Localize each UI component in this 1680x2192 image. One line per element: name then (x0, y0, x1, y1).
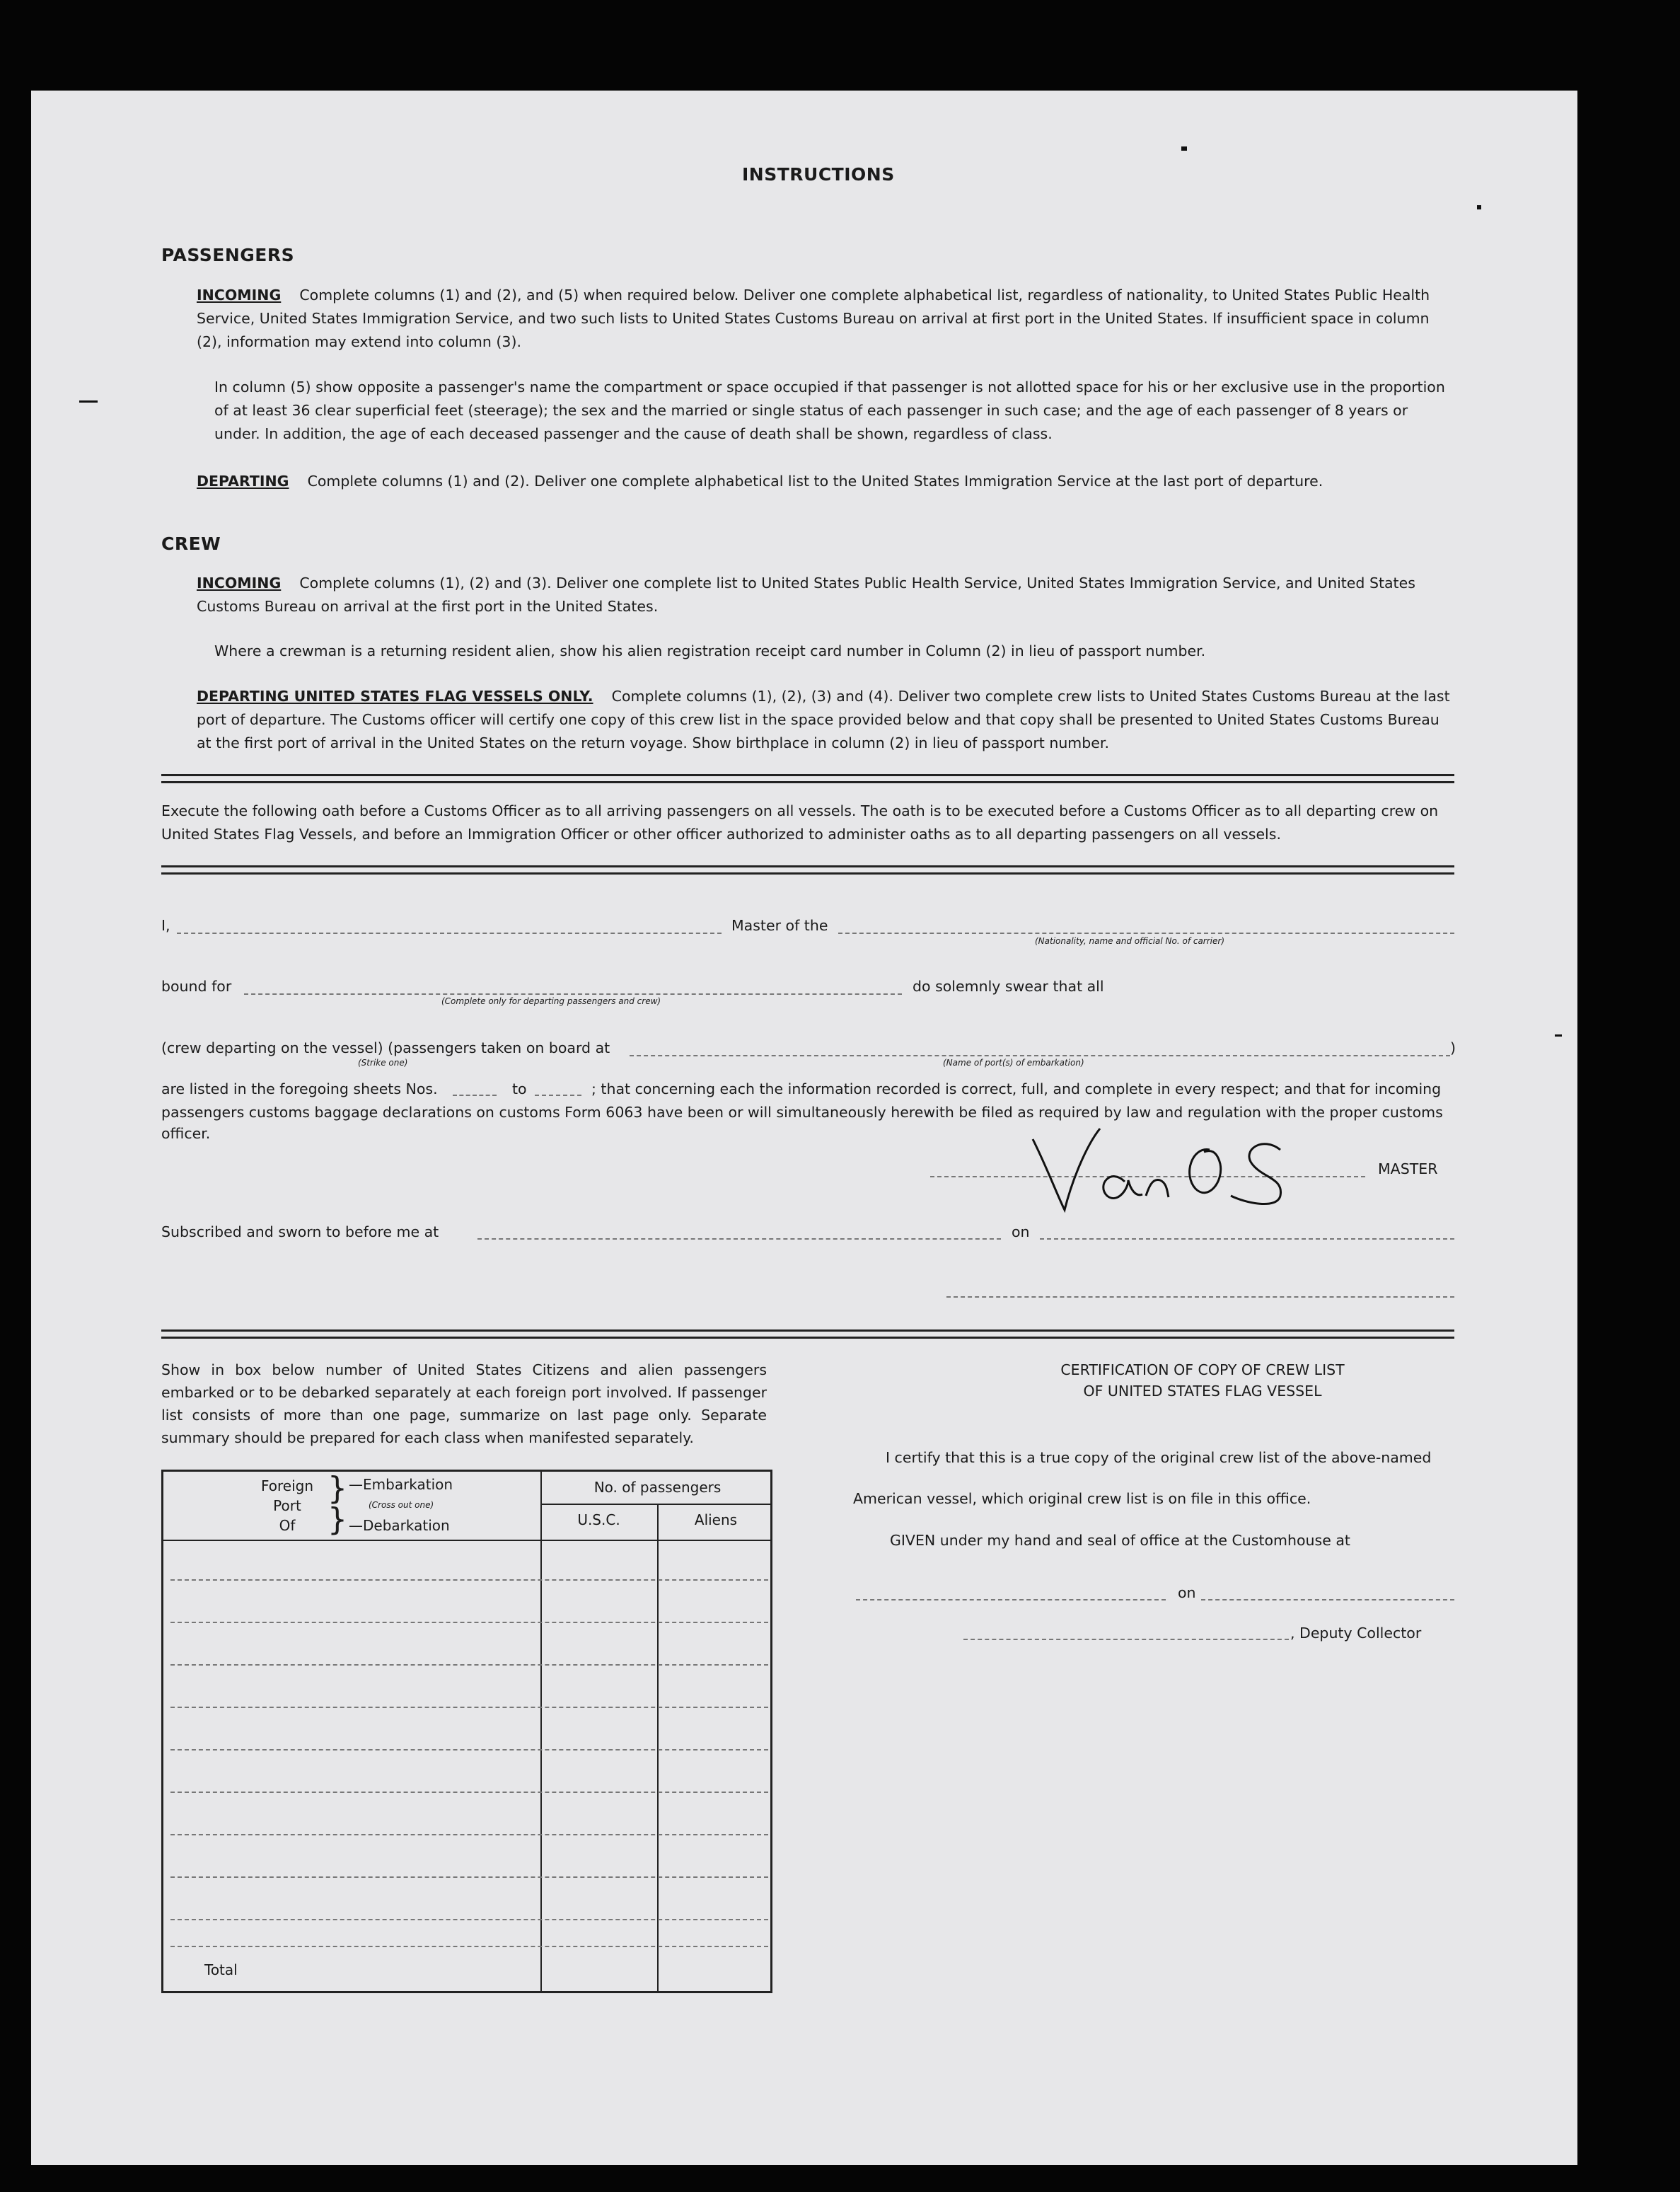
master-label: MASTER (1378, 1160, 1438, 1177)
strike-note: (Strike one) (358, 1058, 408, 1068)
certification-line-1: I certify that this is a true copy of the original crew list of the above-named (886, 1449, 1432, 1466)
passengers-departing-paragraph (197, 470, 1454, 493)
table-row[interactable] (170, 1834, 768, 1835)
header-of: Of (279, 1517, 296, 1534)
certification-line-3: GIVEN under my hand and seal of office at the Customhouse at (890, 1532, 1350, 1549)
certification-on-label: on (1178, 1584, 1196, 1601)
bound-for-field[interactable] (244, 993, 902, 995)
bound-for-label: bound for (161, 978, 232, 995)
table-row[interactable] (170, 1707, 768, 1708)
table-row[interactable] (170, 1664, 768, 1666)
crew-departing-label: DEPARTING UNITED STATES FLAG VESSELS ONLY. (197, 688, 593, 705)
swear-label: do solemnly swear that all (913, 978, 1104, 995)
table-divider (163, 1540, 770, 1541)
header-brace-bottom: } (328, 1501, 347, 1538)
table-row[interactable] (170, 1579, 768, 1581)
passengers-departing-label: DEPARTING (197, 473, 289, 490)
crew-incoming-paragraph (197, 572, 1454, 618)
nationality-note: (Nationality, name and official No. of carrier) (1035, 936, 1225, 946)
header-passengers: No. of passengers (593, 1479, 722, 1496)
sheet-to-field[interactable] (535, 1095, 581, 1096)
passenger-summary-table (161, 1470, 772, 1993)
total-label: Total (204, 1961, 238, 1978)
oath-intro: Execute the following oath before a Customs Officer as to all arriving passengers on all vessels. The oath is to be executed before a Customs Officer as to all departing crew on United States Flag Vessels, and before an Immigration Officer or other officer authorized to administer oaths as to all departing passengers on all vessels. (161, 802, 1439, 843)
deputy-signature-field[interactable] (963, 1639, 1289, 1640)
master-name-field[interactable] (177, 933, 722, 934)
header-cross-out: (Cross out one) (369, 1500, 434, 1510)
crew-incoming-text: Complete columns (1), (2) and (3). Deliver one complete list to United States Public Health Service, United States Immigration Service, and United States Customs Bureau on arrival at the first port in the United States. (197, 575, 1415, 615)
certification-line-2: American vessel, which original crew list is on file in this office. (853, 1490, 1311, 1507)
summary-instructions: Show in box below number of United States Citizens and alien passengers embarked or to be debarked separately at each foreign port involved. If passenger list consists of more than one page, summarize on last page only. Separate summary should be prepared for each class when manifested separately. (161, 1361, 767, 1446)
passengers-incoming-text: Complete columns (1) and (2), and (5) when required below. Deliver one complete alphabetical list, regardless of nationality, to United States Public Health Service, United States Immigration Service, and two such lists to United States Customs Bureau on arrival at first port in the United States. If insufficient space in column (2), information may extend into column (3). (197, 287, 1430, 350)
header-embarkation: —Embarkation (349, 1476, 453, 1493)
sheet-from-field[interactable] (453, 1095, 497, 1096)
table-row[interactable] (170, 1919, 768, 1920)
listed-to-label: to (512, 1080, 527, 1097)
table-divider (540, 1504, 770, 1505)
listed-text-a: are listed in the foregoing sheets Nos. (161, 1080, 438, 1097)
col-usc: U.S.C. (577, 1511, 620, 1528)
col-aliens: Aliens (694, 1511, 738, 1528)
table-row[interactable] (170, 1946, 768, 1947)
close-paren: ) (1450, 1039, 1456, 1056)
subscribed-date-field[interactable] (1040, 1238, 1454, 1240)
listed-text-line2: passengers customs baggage declarations on customs Form 6063 have been or will simultaneously herewith be filed as required by law and regulation with the proper customs (161, 1104, 1443, 1121)
subscribed-on-label: on (1012, 1223, 1030, 1240)
ports-note: (Name of port(s) of embarkation) (943, 1058, 1084, 1068)
crew-incoming-label: INCOMING (197, 575, 282, 592)
crew-departing-paragraph (197, 685, 1454, 755)
table-divider (540, 1472, 542, 1991)
table-row[interactable] (170, 1749, 768, 1750)
master-signature (1019, 1118, 1316, 1217)
embarkation-port-field[interactable] (630, 1055, 1450, 1056)
passengers-heading: PASSENGERS (161, 245, 295, 265)
section-divider (161, 774, 1454, 783)
crew-departing-text: Complete columns (1), (2), (3) and (4). Deliver two complete crew lists to United States Customs Bureau at the last port of departure. The Customs officer will certify one copy of this crew list in the space provided below and that copy shall be presented to United States Customs Bureau at the first port of arrival in the United States on the return voyage. Show birthplace in column (2) in lieu of passport number. (197, 688, 1450, 751)
header-brace-top: } (328, 1470, 347, 1506)
header-foreign: Foreign (260, 1477, 314, 1494)
oath-i-label: I, (161, 917, 170, 934)
listed-text-line3: officer. (161, 1125, 211, 1142)
page-title: INSTRUCTIONS (742, 164, 895, 185)
crew-crewman-paragraph: Where a crewman is a returning resident alien, show his alien registration receipt card number in Column (2) in lieu of passport number. (214, 642, 1206, 659)
scan-speck (1477, 205, 1481, 209)
scan-speck (79, 400, 98, 403)
carrier-field[interactable] (838, 933, 1454, 934)
table-row[interactable] (170, 1792, 768, 1793)
customhouse-field[interactable] (856, 1599, 1166, 1600)
table-divider (657, 1504, 659, 1991)
section-divider (161, 865, 1454, 875)
master-of-label: Master of the (731, 917, 828, 934)
complete-only-note: (Complete only for departing passengers and crew) (441, 996, 661, 1006)
passengers-incoming-paragraph (197, 284, 1454, 354)
subscribed-place-field[interactable] (477, 1238, 1001, 1240)
certification-date-field[interactable] (1201, 1599, 1454, 1600)
header-debarkation: —Debarkation (349, 1517, 450, 1534)
certification-title-2: OF UNITED STATES FLAG VESSEL (1083, 1383, 1322, 1400)
passengers-column5-paragraph: In column (5) show opposite a passenger's name the compartment or space occupied if that passenger is not allotted space for his or her exclusive use in the proportion of at least 36 clear superficial feet (steerage); the sex and the married or single status of each passenger in such case; and the age of each passenger of 8 years or under. In addition, the age of each deceased passenger and the cause of death shall be shown, regardless of class. (214, 379, 1445, 442)
scan-speck (1555, 1034, 1562, 1037)
deputy-collector-label: , Deputy Collector (1290, 1625, 1422, 1642)
officer-signature-field[interactable] (946, 1296, 1454, 1298)
passengers-departing-text: Complete columns (1) and (2). Deliver one complete alphabetical list to the United States Immigration Service at the last port of departure. (307, 473, 1323, 490)
header-port: Port (273, 1497, 301, 1514)
crew-departing-label: (crew departing on the vessel) (passengers taken on board at (161, 1039, 610, 1056)
section-divider (161, 1329, 1454, 1339)
table-row[interactable] (170, 1622, 768, 1623)
crew-heading: CREW (161, 533, 221, 554)
subscribed-label: Subscribed and sworn to before me at (161, 1223, 439, 1240)
listed-text-b: ; that concerning each the information recorded is correct, full, and complete in every respect; and that for incoming (591, 1080, 1442, 1097)
table-row[interactable] (170, 1876, 768, 1878)
certification-title-1: CERTIFICATION OF COPY OF CREW LIST (1060, 1361, 1345, 1378)
scan-speck (1181, 146, 1187, 151)
passengers-incoming-label: INCOMING (197, 287, 282, 304)
